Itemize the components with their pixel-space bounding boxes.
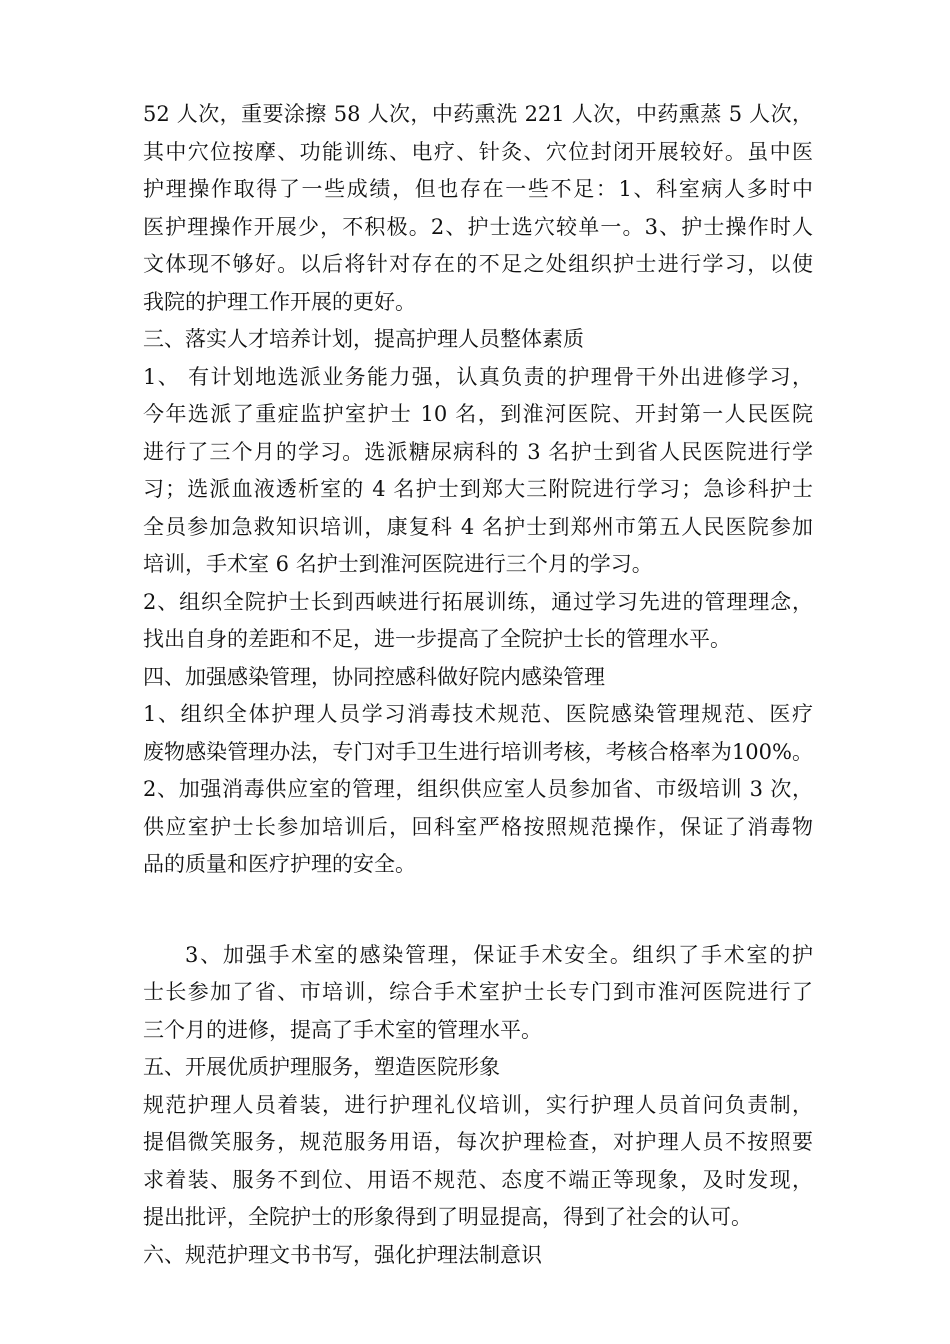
text-line: 培训，手术室 6 名护士到淮河医院进行三个月的学习。 [143, 552, 653, 576]
text-line: 52 人次，重要涂擦 58 人次，中药熏洗 221 人次，中药熏蒸 5 人次， [143, 102, 813, 126]
text-line: 求着装、服务不到位、用语不规范、态度不端正等现象，及时发现， [143, 1167, 813, 1192]
paragraph-gap [143, 884, 813, 937]
text-line: 三个月的进修，提高了手术室的管理水平。 [143, 1017, 542, 1042]
document-body [143, 96, 813, 1274]
text-line: 供应室护士长参加培训后，回科室严格按照规范操作，保证了消毒物 [143, 814, 813, 839]
text-line: 规范护理人员着装，进行护理礼仪培训，实行护理人员首问负责制， [143, 1092, 813, 1117]
text-line: 1、 有计划地选派业务能力强，认真负责的护理骨干外出进修学习， [143, 364, 813, 389]
text-line: 提出批评，全院护士的形象得到了明显提高，得到了社会的认可。 [143, 1205, 752, 1229]
section-heading-3: 三、落实人才培养计划，提高护理人员整体素质 [143, 327, 584, 351]
text-line: 品的质量和医疗护理的安全。 [143, 852, 416, 876]
text-line: 士长参加了省、市培训，综合手术室护士长专门到市淮河医院进行了 [143, 980, 813, 1004]
text-line: 我院的护理工作开展的更好。 [143, 289, 416, 314]
text-line: 其中穴位按摩、功能训练、电疗、针灸、穴位封闭开展较好。虽中医 [143, 139, 813, 164]
text-line: 进行了三个月的学习。选派糖尿病科的 3 名护士到省人民医院进行学 [143, 439, 813, 464]
text-line: 3、加强手术室的感染管理，保证手术安全。组织了手术室的护 [185, 942, 813, 967]
text-line: 2、加强消毒供应室的管理，组织供应室人员参加省、市级培训 3 次， [143, 777, 813, 801]
section-heading-6: 六、规范护理文书书写，强化护理法制意识 [143, 1242, 542, 1267]
section-heading-4: 四、加强感染管理，协同控感科做好院内感染管理 [143, 664, 605, 689]
text-line: 习；选派血液透析室的 4 名护士到郑大三附院进行学习；急诊科护士 [143, 477, 813, 501]
text-line: 全员参加急救知识培训，康复科 4 名护士到郑州市第五人民医院参加 [143, 514, 813, 539]
text-line: 1、组织全体护理人员学习消毒技术规范、医院感染管理规范、医疗 [143, 702, 813, 726]
text-line: 今年选派了重症监护室护士 10 名，到淮河医院、开封第一人民医院 [143, 402, 813, 426]
text-line: 废物感染管理办法，专门对手卫生进行培训考核，考核合格率为100%。 [143, 739, 813, 764]
text-line: 提倡微笑服务，规范服务用语，每次护理检查，对护理人员不按照要 [143, 1130, 813, 1154]
text-line: 医护理操作开展少，不积极。2、护士选穴较单一。3、护士操作时人 [143, 214, 813, 239]
section-heading-5: 五、开展优质护理服务，塑造医院形象 [143, 1055, 500, 1079]
text-line: 找出自身的差距和不足，进一步提高了全院护士长的管理水平。 [143, 627, 731, 651]
text-line: 护理操作取得了一些成绩，但也存在一些不足：1、科室病人多时中 [143, 177, 813, 201]
text-line: 文体现不够好。以后将针对存在的不足之处组织护士进行学习，以使 [143, 252, 813, 276]
text-line: 2、组织全院护士长到西峡进行拓展训练，通过学习先进的管理理念， [143, 589, 813, 614]
